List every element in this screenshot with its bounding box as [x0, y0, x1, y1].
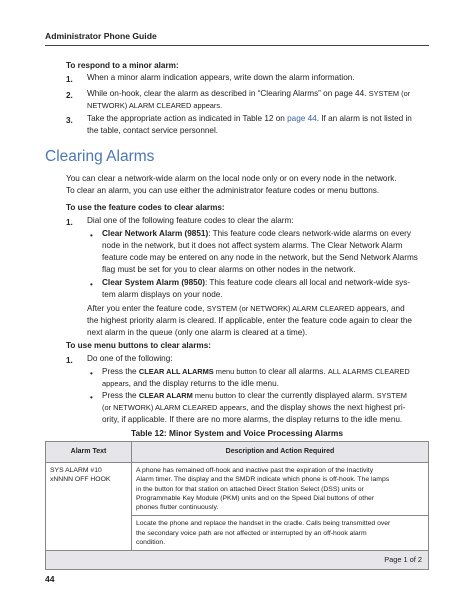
- alarm-text: SYS ALARM #10: [50, 467, 102, 474]
- bullet-line: : This feature code clears all local and network-wide sys-: [205, 278, 411, 287]
- bullet-text: [102, 366, 442, 390]
- display-message: appears: [102, 379, 129, 388]
- bullet-line: feature code may be entered on any node in the network, but the Send Network Alarms: [102, 253, 418, 262]
- bullet-text: [102, 228, 442, 276]
- bullet-part: ority, if applicable. If there are no more alarms, the display returns to the idle menu.: [102, 415, 403, 424]
- section-intro: [66, 173, 436, 197]
- alarm-text-cell: [46, 463, 132, 551]
- bullet-line: : This feature code clears network-wide alarms on every: [208, 229, 411, 238]
- step-text-part: the table, contact service personnel.: [87, 126, 219, 135]
- bullet-text: [102, 390, 442, 426]
- description-line: Alarm timer. The display and the SMDR indicate which phone is off-hook. The lamps: [136, 476, 390, 484]
- bullet-icon: •: [90, 280, 93, 289]
- action-cell: [132, 516, 429, 551]
- bullet-line: node in the network, but it does not affect system alarms. The Clear Network Alarm: [102, 241, 403, 250]
- column-header: Alarm Text: [46, 442, 132, 463]
- step-text: When a minor alarm indication appears, write down the alarm information.: [87, 73, 355, 82]
- description-line: in the button for that station on attached Direct Station Select (DSS) units or: [136, 485, 364, 493]
- step-text-part: Take the appropriate action as indicated in Table 12 on: [87, 114, 288, 123]
- bullet-part: to clear the currently displayed alarm.: [235, 391, 377, 400]
- menu-button-name: CLEAR ALL ALARMS: [138, 367, 214, 376]
- menu-buttons-heading: To use menu buttons to clear alarms:: [66, 341, 211, 350]
- bullet-icon: •: [90, 231, 93, 240]
- step-number: 3.: [66, 116, 73, 125]
- table-header-row: [46, 442, 429, 463]
- step-text: [87, 88, 437, 112]
- running-header: Administrator Phone Guide: [45, 31, 157, 41]
- feature-code-heading: To use the feature codes to clear alarms:: [66, 203, 225, 212]
- bullet-icon: •: [90, 369, 93, 378]
- section-title: Clearing Alarms: [45, 148, 155, 165]
- display-message: ALL ALARMS CLEARED: [327, 367, 410, 376]
- feature-code-name: Clear Network Alarm (9851): [102, 229, 209, 238]
- alarm-text: xNNNN OFF HOOK: [50, 476, 111, 484]
- bullet-part: , and the display returns to the idle menu.: [128, 379, 279, 388]
- paragraph-part: next alarm in the queue (only one alarm is cleared at a time).: [87, 328, 308, 337]
- description-line: Locate the phone and replace the handset in the cradle. Calls being transmitted over: [136, 520, 391, 528]
- step-text: Dial one of the following feature codes to clear the alarm:: [87, 216, 294, 225]
- table-footer-row: [46, 551, 429, 569]
- step-text: Do one of the following:: [87, 354, 173, 363]
- step-number: 1.: [66, 356, 73, 365]
- display-message: NETWORK) ALARM CLEARED appears.: [87, 101, 223, 110]
- header-rule: [45, 45, 429, 46]
- description-line: A phone has remained off-hook and inactive past the expiration of the Inactivity: [136, 467, 374, 474]
- feature-code-name: Clear System Alarm (9850): [102, 278, 206, 287]
- table-page-indicator: Page 1 of 2: [46, 551, 429, 569]
- alarms-table: [45, 441, 429, 570]
- column-header: Description and Action Required: [132, 442, 429, 463]
- step-number: 2.: [66, 91, 73, 100]
- step-number: 1.: [66, 218, 73, 227]
- paragraph-part: the highest priority alarm is cleared. If applicable, enter the feature code again to clear the: [87, 316, 412, 325]
- bullet-part: menu button: [213, 367, 257, 376]
- paragraph-part: appears, and: [354, 304, 405, 313]
- description-line: the secondary voice path are not affected or interrupted by an off-hook alarm: [136, 529, 367, 537]
- display-message: (or NETWORK) ALARM CLEARED appears: [102, 403, 247, 412]
- bullet-part: Press the: [102, 391, 139, 400]
- display-message: SYSTEM: [376, 391, 407, 400]
- after-feature-code-text: [87, 303, 437, 339]
- bullet-part: to clear all alarms.: [256, 367, 328, 376]
- display-message: SYSTEM (or NETWORK) ALARM CLEARED: [206, 304, 355, 313]
- description-line: condition.: [136, 539, 166, 547]
- step-number: 1.: [66, 75, 73, 84]
- table-caption: Table 12: Minor System and Voice Processing Alarms: [130, 428, 344, 438]
- table-row: [46, 463, 429, 516]
- step-text: [87, 113, 437, 137]
- step-text-part: . If an alarm is not listed in: [316, 114, 412, 123]
- step-text-part: While on-hook, clear the alarm as described in “Clearing Alarms” on page 44.: [87, 89, 369, 98]
- bullet-text: [102, 277, 442, 301]
- menu-button-name: CLEAR ALARM: [138, 391, 193, 400]
- bullet-part: , and the display shows the next highest pri-: [246, 403, 406, 412]
- display-message: SYSTEM (or: [368, 89, 411, 98]
- page-number: 44: [45, 574, 55, 584]
- bullet-line: flag must be set for you to clear alarms on other nodes in the network.: [102, 265, 356, 274]
- minor-alarm-heading: To respond to a minor alarm:: [66, 61, 179, 70]
- intro-line: You can clear a network-wide alarm on the local node only or on every node in the network.: [66, 174, 397, 183]
- bullet-line: tem alarm displays on your node.: [102, 290, 223, 299]
- description-line: Programmable Key Module (PKM) units and on the Speed Dial buttons of other: [136, 494, 375, 502]
- intro-line: To clear an alarm, you can use either the administrator feature codes or menu buttons.: [66, 186, 380, 195]
- bullet-icon: •: [90, 393, 93, 402]
- paragraph-part: After you enter the feature code,: [87, 304, 207, 313]
- bullet-part: Press the: [102, 367, 139, 376]
- description-line: phones flutter continuously.: [136, 504, 219, 512]
- page-link[interactable]: page 44: [287, 114, 317, 123]
- bullet-part: menu button: [192, 391, 236, 400]
- description-cell: [132, 463, 429, 516]
